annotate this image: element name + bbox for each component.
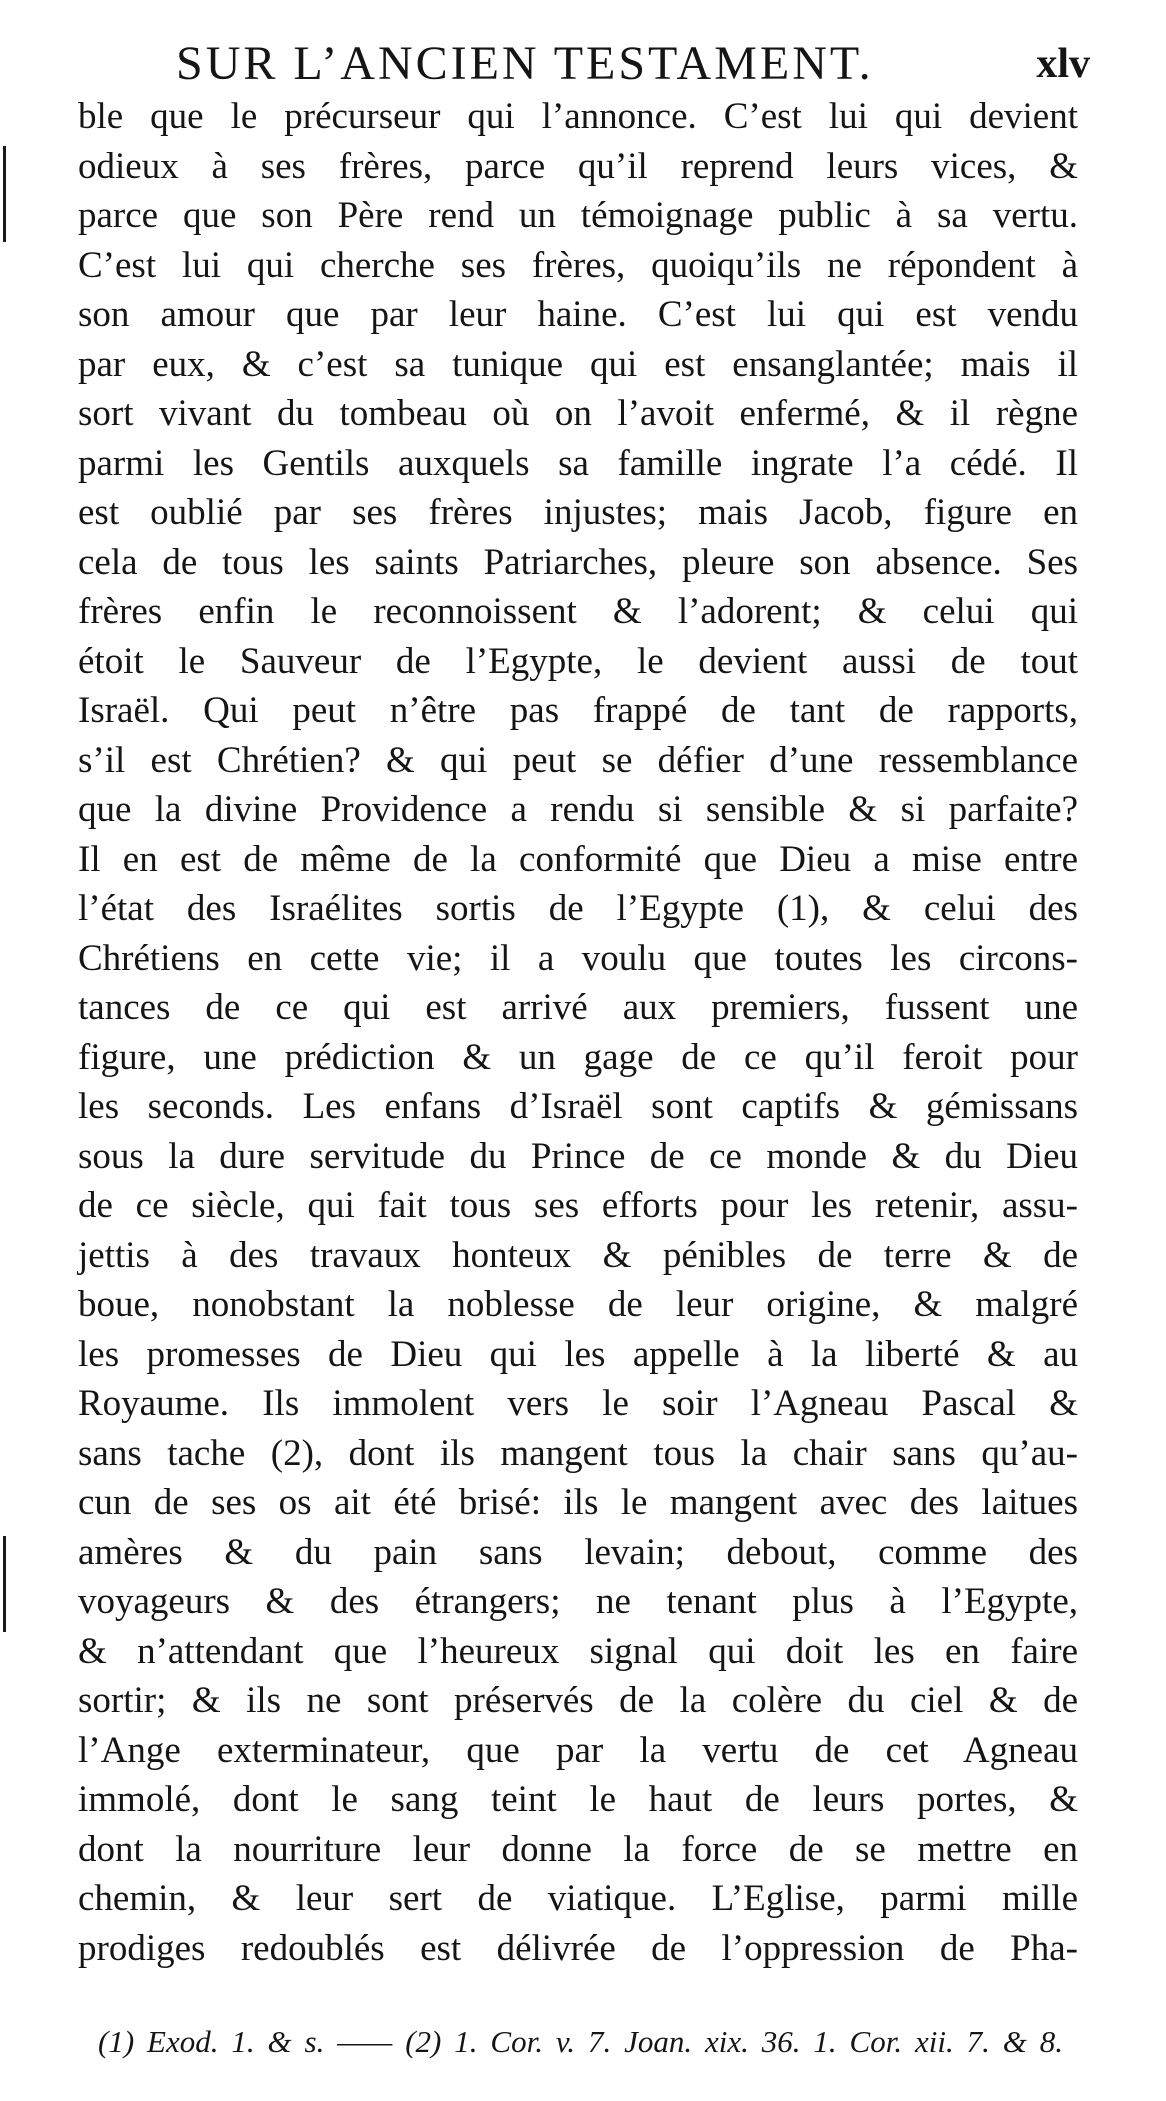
text-line: son amour que par leur haine. C’est lui qui est vendu: [78, 294, 1078, 335]
text-line: sous la dure servitude du Prince de ce monde & du Dieu: [78, 1135, 1078, 1177]
text-line: jettis à des travaux honteux & pénibles de terre & de: [78, 1234, 1078, 1276]
running-header: [78, 36, 1108, 94]
text-line: par eux, & c’est sa tunique qui est ensanglantée; mais il: [78, 343, 1078, 385]
text-line: prodiges redoublés est délivrée de l’oppression de Pha-: [78, 1927, 1078, 1969]
running-title: SUR L’ANCIEN TESTAMENT.: [176, 37, 874, 90]
text-line: que la divine Providence a rendu si sensible & si parfaite?: [78, 789, 1078, 830]
text-line: Il en est de même de la conformité que Dieu a mise entre: [78, 838, 1078, 880]
text-line: odieux à ses frères, parce qu’il reprend leurs vices, &: [78, 145, 1078, 187]
margin-mark-top: [3, 146, 6, 242]
text-line: frères enfin le reconnoissent & l’adorent; & celui qui: [78, 591, 1078, 632]
margin-mark-bottom: [3, 1536, 6, 1632]
text-line: s’il est Chrétien? & qui peut se défier d’une ressemblance: [78, 739, 1078, 781]
text-line: l’Ange exterminateur, que par la vertu de cet Agneau: [78, 1729, 1078, 1771]
text-line: les promesses de Dieu qui les appelle à la liberté & au: [78, 1333, 1078, 1375]
text-line: les seconds. Les enfans d’Israël sont captifs & gémissans: [78, 1086, 1078, 1127]
text-line: chemin, & leur sert de viatique. L’Eglise, parmi mille: [78, 1878, 1078, 1919]
page-number: xlv: [1036, 41, 1090, 87]
text-line: & n’attendant que l’heureux signal qui doit les en faire: [78, 1630, 1078, 1672]
text-line: parce que son Père rend un témoignage public à sa vertu.: [78, 195, 1078, 236]
text-line: immolé, dont le sang teint le haut de leurs portes, &: [78, 1779, 1078, 1820]
text-line: sort vivant du tombeau où on l’avoit enfermé, & il règne: [78, 393, 1078, 434]
text-line: de ce siècle, qui fait tous ses efforts pour les retenir, assu-: [78, 1185, 1078, 1226]
text-line: cun de ses os ait été brisé: ils le mangent avec des laitues: [78, 1482, 1078, 1523]
text-line: C’est lui qui cherche ses frères, quoiqu’ils ne répondent à: [78, 244, 1078, 286]
text-line: voyageurs & des étrangers; ne tenant plus à l’Egypte,: [78, 1581, 1078, 1622]
text-line: cela de tous les saints Patriarches, pleure son absence. Ses: [78, 541, 1078, 583]
text-line: Israël. Qui peut n’être pas frappé de tant de rapports,: [78, 690, 1078, 731]
text-line: dont la nourriture leur donne la force de se mettre en: [78, 1828, 1078, 1870]
body-text: [78, 92, 1078, 1973]
text-line: Royaume. Ils immolent vers le soir l’Agneau Pascal &: [78, 1383, 1078, 1424]
text-line: sans tache (2), dont ils mangent tous la chair sans qu’au-: [78, 1432, 1078, 1474]
text-line: est oublié par ses frères injustes; mais Jacob, figure en: [78, 492, 1078, 533]
text-line: amères & du pain sans levain; debout, comme des: [78, 1531, 1078, 1573]
text-line: Chrétiens en cette vie; il a voulu que toutes les circons-: [78, 937, 1078, 979]
text-line: étoit le Sauveur de l’Egypte, le devient aussi de tout: [78, 640, 1078, 682]
text-line: parmi les Gentils auxquels sa famille ingrate l’a cédé. Il: [78, 442, 1078, 484]
text-line: sortir; & ils ne sont préservés de la colère du ciel & de: [78, 1680, 1078, 1721]
footnote: (1) Exod. 1. & s. —— (2) 1. Cor. v. 7. Joan. xix. 36. 1. Cor. xii. 7. & 8.: [98, 2024, 1063, 2059]
text-line: figure, une prédiction & un gage de ce qu’il feroit pour: [78, 1036, 1078, 1078]
text-line: boue, nonobstant la noblesse de leur origine, & malgré: [78, 1284, 1078, 1325]
text-line: ble que le précurseur qui l’annonce. C’est lui qui devient: [78, 96, 1078, 137]
text-line: l’état des Israélites sortis de l’Egypte (1), & celui des: [78, 888, 1078, 929]
text-line: tances de ce qui est arrivé aux premiers, fussent une: [78, 987, 1078, 1028]
